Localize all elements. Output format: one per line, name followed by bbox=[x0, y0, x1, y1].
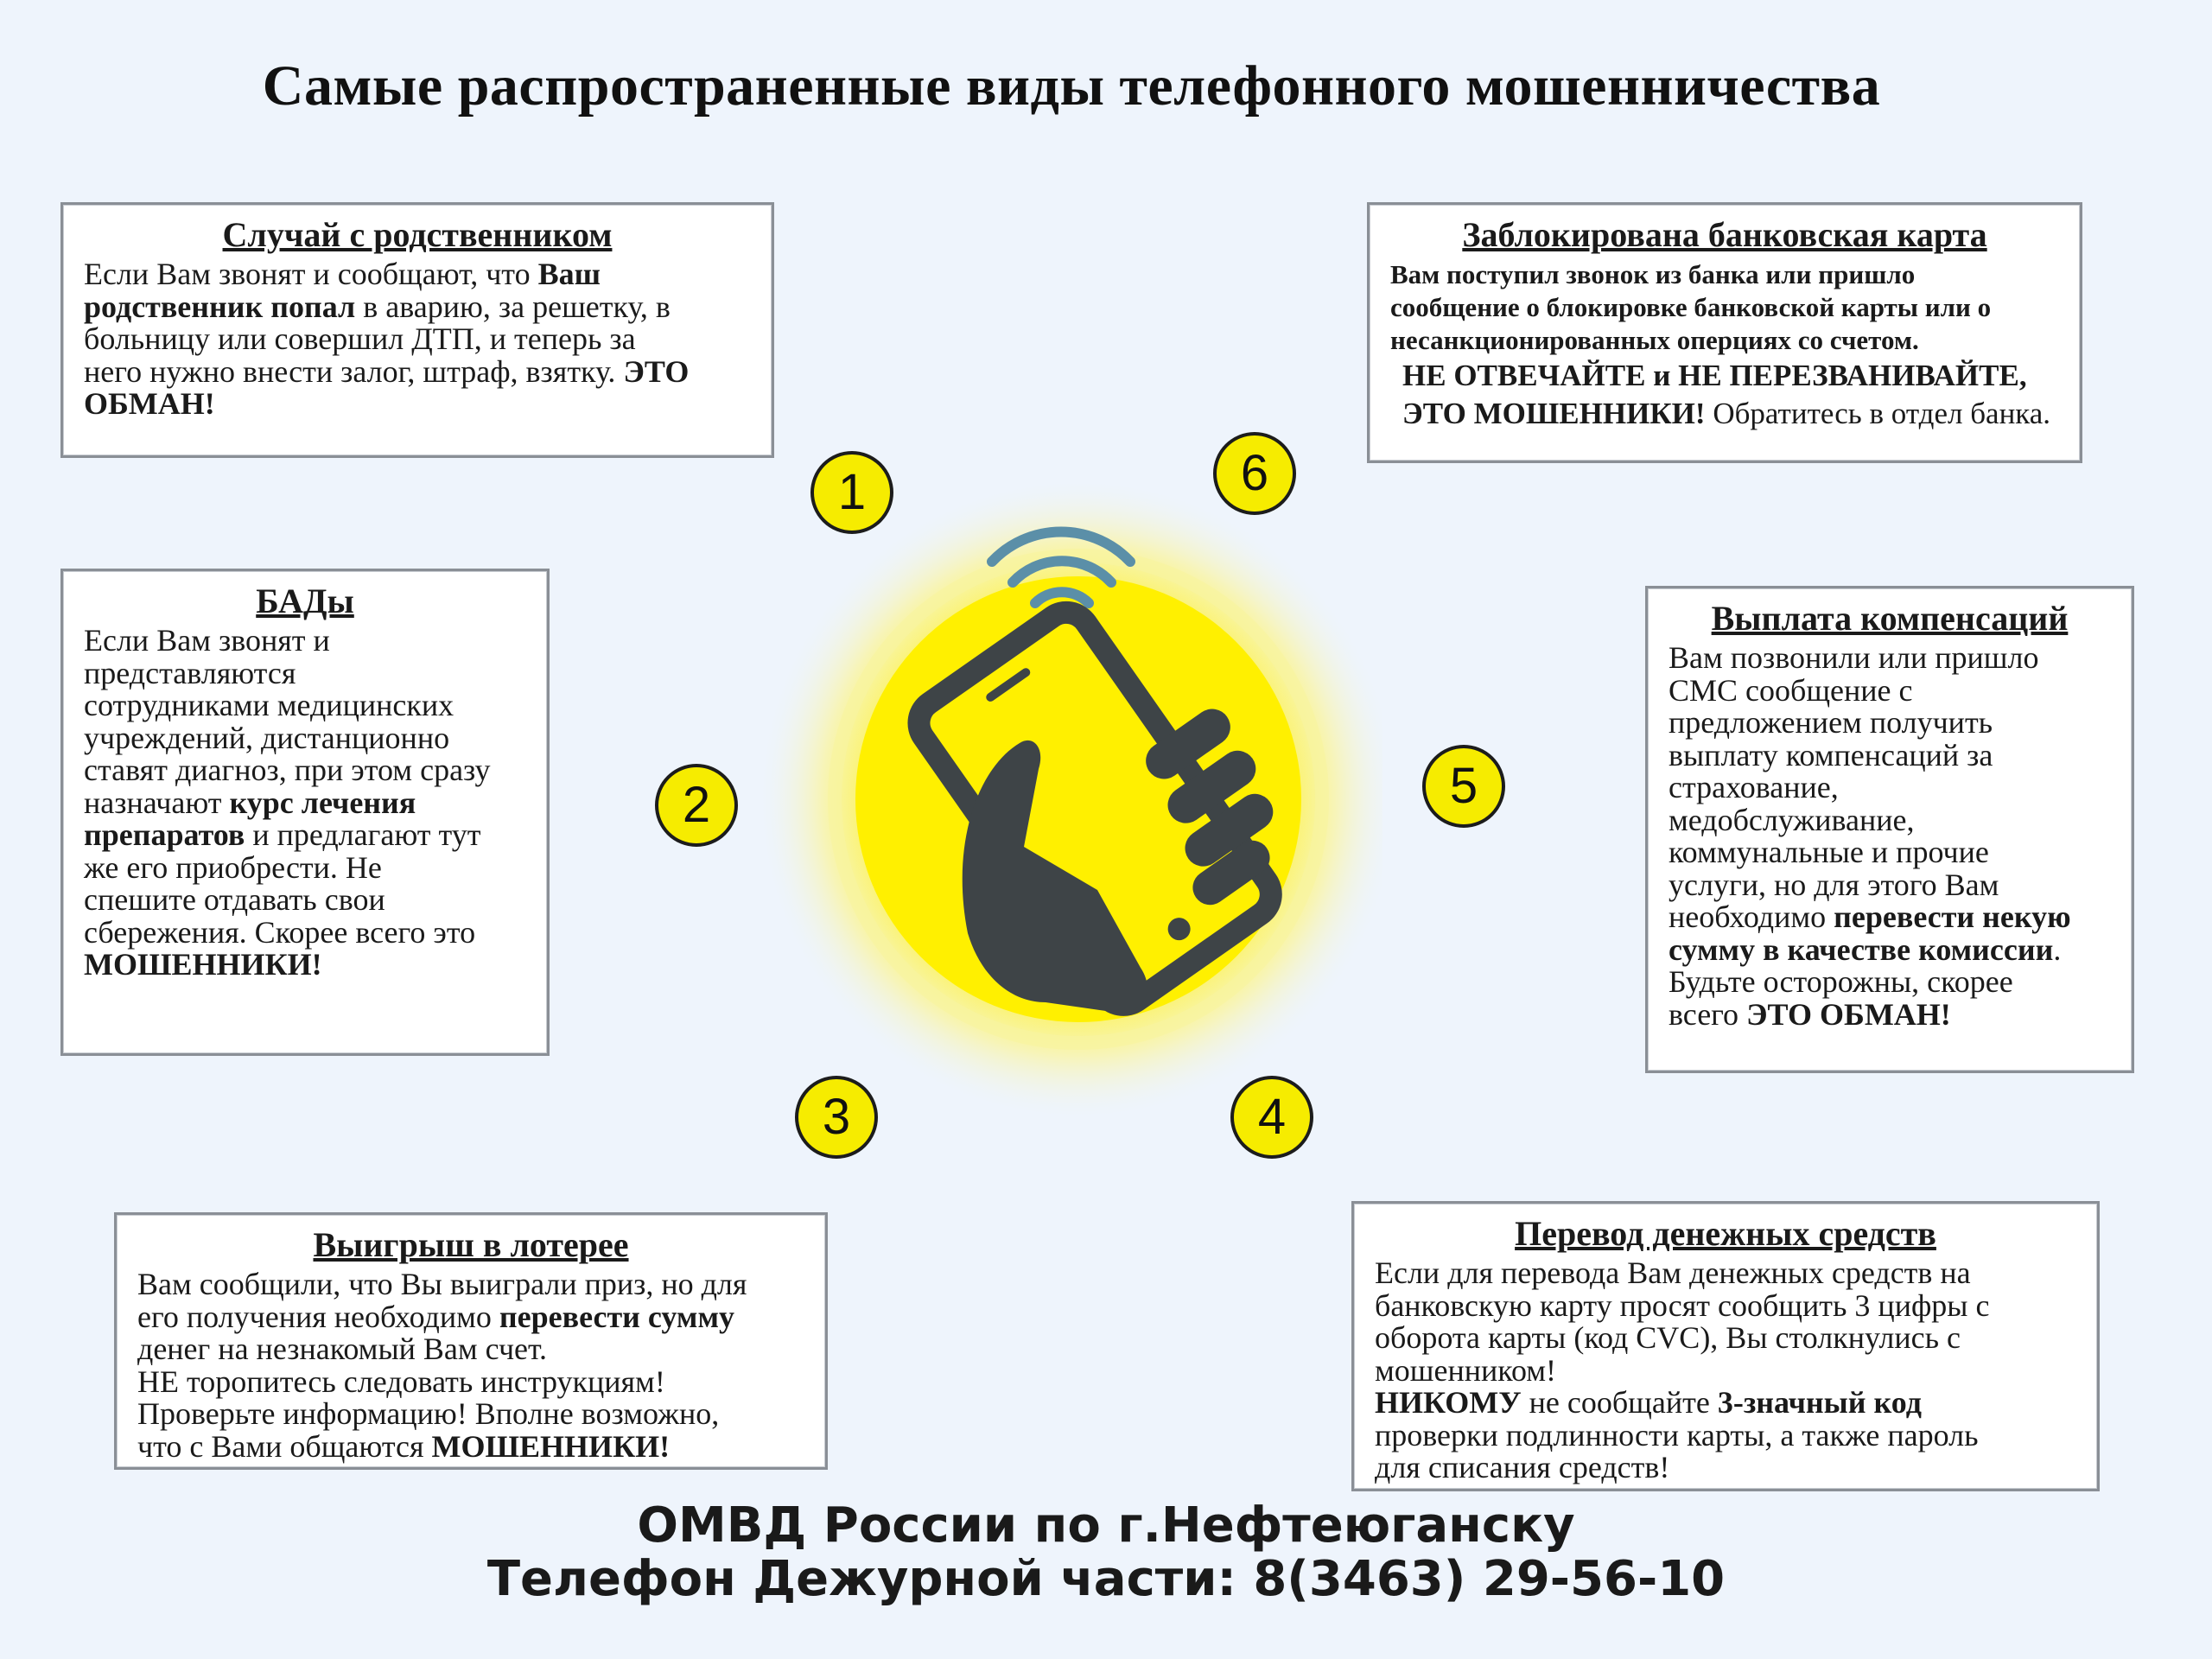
emphasis-text: Ваш bbox=[537, 257, 601, 291]
body-line bbox=[1375, 1352, 2076, 1388]
card-title: Выплата компенсаций bbox=[1711, 599, 2069, 638]
body-line bbox=[1669, 931, 2111, 967]
body-line bbox=[1390, 324, 2059, 357]
body-text: банковскую карту просят сообщить 3 цифры с bbox=[1375, 1287, 1990, 1323]
body-text: денег на незнакомый Вам счет. bbox=[137, 1332, 548, 1366]
body-line bbox=[1390, 258, 2059, 291]
emphasis-text: родственник попал bbox=[84, 289, 356, 324]
body-text: в аварию, за решетку, в bbox=[355, 289, 671, 324]
body-line bbox=[84, 323, 751, 356]
body-text: необходимо bbox=[1669, 899, 1834, 934]
number-badge-1: 1 bbox=[810, 451, 893, 534]
body-line bbox=[1669, 642, 2111, 675]
body-line bbox=[1669, 737, 2111, 772]
body-line bbox=[84, 819, 526, 852]
footer-phone: Телефон Дежурной части: 8(3463) 29-56-10 bbox=[486, 1551, 1726, 1607]
body-line bbox=[84, 914, 526, 950]
card-body bbox=[1669, 642, 2111, 1031]
body-line bbox=[84, 722, 526, 755]
body-line bbox=[137, 1333, 804, 1366]
body-text: Вам позвонили или пришло bbox=[1669, 640, 2039, 675]
emphasis-text: Вам поступил звонок из банка или пришло bbox=[1390, 259, 1916, 289]
emphasis-text: 3-значный код bbox=[1717, 1385, 1922, 1420]
body-text: коммунальные и прочие bbox=[1669, 835, 1989, 869]
body-text: выплату компенсаций за bbox=[1669, 737, 1993, 772]
body-text: медобслуживание, bbox=[1669, 802, 1915, 837]
card-body bbox=[1390, 258, 2059, 433]
card-compensation bbox=[1645, 586, 2134, 1073]
card-lottery bbox=[114, 1212, 828, 1470]
card-title: Выигрыш в лотерее bbox=[313, 1225, 629, 1264]
body-line bbox=[84, 655, 526, 690]
card-title: Перевод денежных средств bbox=[1515, 1214, 1936, 1253]
emphasis-text: перевести некую bbox=[1834, 899, 2071, 934]
number-badge-2: 2 bbox=[655, 764, 738, 847]
body-text: проверки подлинности карты, а также пароль bbox=[1375, 1417, 1979, 1452]
phone-illustration bbox=[691, 484, 1382, 1158]
body-line bbox=[1375, 1387, 2076, 1420]
body-text: Обратитесь в отдел банка. bbox=[1705, 397, 2051, 430]
body-line bbox=[1669, 996, 2111, 1032]
emphasis-text: МОШЕННИКИ! bbox=[431, 1428, 671, 1464]
body-line bbox=[1375, 1417, 2076, 1452]
emphasis-text: НЕ ОТВЕЧАЙТЕ и НЕ ПЕРЕЗВАНИВАЙТЕ, bbox=[1402, 359, 2027, 392]
body-line bbox=[1669, 804, 2111, 837]
body-text: ставят диагноз, при этом сразу bbox=[84, 753, 491, 787]
body-line bbox=[84, 690, 526, 722]
body-line bbox=[84, 353, 751, 389]
body-text: сбережения. Скорее всего это bbox=[84, 914, 476, 950]
emphasis-text: МОШЕННИКИ! bbox=[84, 947, 322, 982]
body-text: страхование, bbox=[1669, 770, 1839, 804]
body-line bbox=[1669, 869, 2111, 902]
body-text: же его приобрести. Не bbox=[84, 849, 382, 885]
body-line bbox=[84, 291, 751, 324]
card-title: Заблокирована банковская карта bbox=[1462, 215, 1987, 254]
emphasis-text: ЭТО bbox=[623, 353, 690, 389]
number-badge-4: 4 bbox=[1230, 1076, 1313, 1159]
body-text: предложением получить bbox=[1669, 705, 1993, 740]
body-line bbox=[1375, 1322, 2076, 1355]
emphasis-text: сумму в качестве комиссии bbox=[1669, 931, 2054, 967]
body-text: для списания средств! bbox=[1375, 1450, 1670, 1484]
body-line bbox=[137, 1428, 804, 1464]
body-text: учреждений, дистанционно bbox=[84, 720, 450, 755]
body-line bbox=[84, 849, 526, 885]
body-line bbox=[137, 1398, 804, 1431]
emphasis-text: курс лечения bbox=[229, 785, 416, 820]
body-line bbox=[84, 884, 526, 917]
emphasis-text: ОБМАН! bbox=[84, 386, 215, 421]
poster-title: Самые распространенные виды телефонного мошенничества bbox=[262, 54, 1881, 118]
emphasis-text: ЭТО ОБМАН! bbox=[1746, 996, 1951, 1032]
body-line bbox=[1375, 1287, 2076, 1323]
body-text: спешите отдавать свои bbox=[84, 882, 385, 917]
body-text: него нужно внести залог, штраф, взятку. bbox=[84, 353, 624, 389]
body-line bbox=[84, 787, 526, 820]
card-money-transfer bbox=[1351, 1201, 2100, 1491]
number-badge-6: 6 bbox=[1213, 432, 1296, 515]
body-line bbox=[137, 1363, 804, 1399]
body-line bbox=[1390, 395, 2059, 433]
body-text: больницу или совершил ДТП, и теперь за bbox=[84, 321, 636, 356]
emphasis-text: сообщение о блокировке банковской карты или о bbox=[1390, 292, 1992, 322]
body-line bbox=[1375, 1257, 2076, 1290]
body-text: Если Вам звонят и сообщают, что bbox=[84, 257, 538, 291]
body-line bbox=[84, 949, 526, 982]
body-line bbox=[1390, 357, 2059, 395]
emphasis-text: перевести сумму bbox=[499, 1299, 734, 1334]
body-text: не сообщайте bbox=[1521, 1385, 1718, 1420]
body-line bbox=[84, 258, 751, 291]
card-supplements bbox=[60, 569, 550, 1056]
body-text: и предлагают тут bbox=[245, 817, 481, 852]
card-body bbox=[84, 258, 751, 421]
body-text: НЕ торопитесь следовать инструкциям! bbox=[137, 1363, 665, 1399]
card-title: Случай с родственником bbox=[222, 215, 613, 254]
card-blocked-bank-card bbox=[1367, 202, 2082, 463]
body-text: сотрудниками медицинских bbox=[84, 688, 454, 722]
emphasis-text: НИКОМУ bbox=[1375, 1385, 1522, 1420]
emphasis-text: ЭТО МОШЕННИКИ! bbox=[1402, 397, 1706, 430]
body-line bbox=[137, 1301, 804, 1334]
body-line bbox=[84, 754, 526, 787]
body-text: Если для перевода Вам денежных средств на bbox=[1375, 1255, 1971, 1290]
body-line bbox=[1669, 966, 2111, 999]
body-line bbox=[1669, 836, 2111, 869]
card-body bbox=[84, 625, 526, 982]
footer-department: ОМВД России по г.Нефтеюганску bbox=[637, 1497, 1575, 1554]
body-text: . bbox=[2053, 931, 2062, 967]
number-badge-5: 5 bbox=[1422, 745, 1505, 828]
emphasis-text: несанкционированных оперциях со счетом. bbox=[1390, 325, 1919, 355]
body-text: что с Вами общаются bbox=[137, 1428, 432, 1464]
body-text: услуги, но для этого Вам bbox=[1669, 867, 1999, 902]
body-text: Будьте осторожны, скорее bbox=[1669, 964, 2013, 999]
body-text: мошенником! bbox=[1375, 1352, 1557, 1388]
body-text: Если Вам звонят и bbox=[84, 623, 330, 658]
body-text: представляются bbox=[84, 655, 296, 690]
body-text: оборота карты (код CVC), Вы столкнулись с bbox=[1375, 1320, 1961, 1355]
body-line bbox=[84, 388, 751, 421]
body-line bbox=[1669, 772, 2111, 804]
card-body bbox=[1375, 1257, 2076, 1484]
card-body bbox=[137, 1268, 804, 1463]
body-text: Проверьте информацию! Вполне возможно, bbox=[137, 1396, 720, 1431]
number-badge-3: 3 bbox=[795, 1076, 878, 1159]
body-text: всего bbox=[1669, 996, 1747, 1032]
body-line bbox=[1390, 291, 2059, 324]
body-line bbox=[1375, 1452, 2076, 1484]
body-line bbox=[1669, 707, 2111, 740]
body-line bbox=[1669, 672, 2111, 708]
body-line bbox=[84, 625, 526, 658]
body-line bbox=[1669, 901, 2111, 934]
card-title: БАДы bbox=[256, 582, 354, 620]
body-line bbox=[137, 1268, 804, 1301]
body-text: его получения необходимо bbox=[137, 1299, 499, 1334]
body-text: Вам сообщили, что Вы выиграли приз, но для bbox=[137, 1267, 747, 1301]
emphasis-text: препаратов bbox=[84, 817, 245, 852]
body-text: назначают bbox=[84, 785, 230, 820]
body-text: СМС сообщение с bbox=[1669, 672, 1913, 708]
card-relative-case bbox=[60, 202, 774, 458]
